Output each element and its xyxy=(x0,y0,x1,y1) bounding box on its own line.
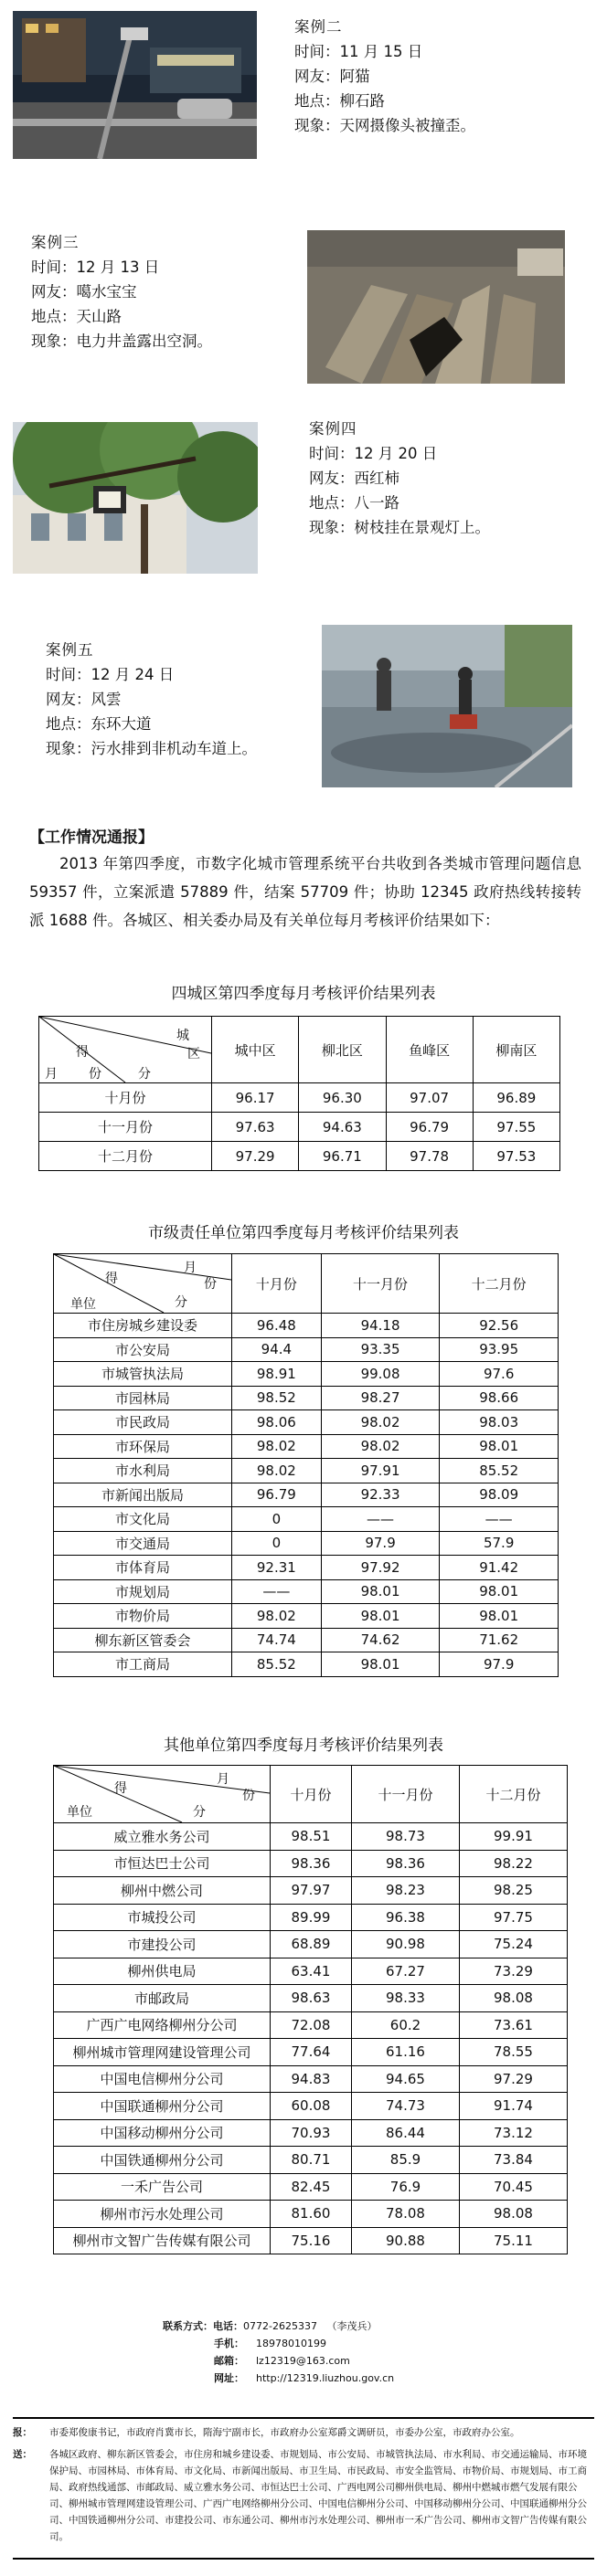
case-issue: 电力井盖露出空洞。 xyxy=(76,333,212,350)
cell-value: 98.36 xyxy=(271,1850,352,1877)
place-label: 地点： xyxy=(309,494,355,512)
table-row xyxy=(54,2147,568,2174)
row-label: 十二月份 xyxy=(39,1142,212,1171)
cell-value: 97.29 xyxy=(459,2065,567,2093)
cell-value: 92.31 xyxy=(232,1556,322,1580)
cell-value: 97.55 xyxy=(473,1113,559,1142)
row-label: 市住房城乡建设委 xyxy=(54,1314,232,1338)
case-issue: 树枝挂在景观灯上。 xyxy=(354,519,490,536)
cell-value: 97.6 xyxy=(440,1362,559,1387)
cell-value: 93.95 xyxy=(440,1337,559,1362)
mobile-label: 手机： xyxy=(214,2338,244,2349)
case-time: 12 月 24 日 xyxy=(91,666,175,683)
cell-value: 98.51 xyxy=(271,1823,352,1851)
user-label: 网友： xyxy=(294,68,340,85)
cell-value: 96.79 xyxy=(232,1483,322,1507)
row-label: 市公安局 xyxy=(54,1337,232,1362)
cell-value: 98.01 xyxy=(440,1434,559,1459)
col-header: 十二月份 xyxy=(440,1254,559,1314)
issue-label: 现象： xyxy=(309,519,355,536)
cell-value: 78.55 xyxy=(459,2039,567,2066)
cell-value: 97.29 xyxy=(212,1142,299,1171)
cell-value: 85.52 xyxy=(440,1459,559,1483)
row-label: 中国联通柳州分公司 xyxy=(54,2093,271,2120)
cell-value: 92.33 xyxy=(321,1483,440,1507)
cell-value: 75.24 xyxy=(459,1931,567,1958)
table-row xyxy=(54,2011,568,2039)
case-place: 柳石路 xyxy=(339,92,385,110)
col-header: 柳南区 xyxy=(473,1017,559,1083)
table1-corner-cell xyxy=(39,1017,212,1083)
time-label: 时间： xyxy=(31,259,77,276)
cell-value: 94.83 xyxy=(271,2065,352,2093)
cell-value: 98.02 xyxy=(232,1459,322,1483)
case-user: 阿猫 xyxy=(339,68,370,85)
table-row xyxy=(39,1083,560,1113)
cell-value: 99.08 xyxy=(321,1362,440,1387)
case-title: 案例二 xyxy=(294,18,343,36)
footer-distribution xyxy=(13,2424,594,2545)
photo-sewage xyxy=(322,625,572,787)
table-row xyxy=(54,1985,568,2012)
table-row xyxy=(54,1314,559,1338)
row-label: 柳州市污水处理公司 xyxy=(54,2201,271,2228)
corner-text: 得 xyxy=(114,1781,127,1796)
cell-value: 73.29 xyxy=(459,1958,567,1985)
table-row xyxy=(54,2201,568,2228)
cell-value: 98.63 xyxy=(271,1985,352,2012)
table-city-units xyxy=(53,1253,559,1677)
table-row xyxy=(54,1337,559,1362)
corner-text: 分 xyxy=(138,1067,151,1082)
case-place: 东环大道 xyxy=(91,715,152,733)
cell-value: 81.60 xyxy=(271,2201,352,2228)
cell-value: 96.89 xyxy=(473,1083,559,1113)
col-header: 十一月份 xyxy=(351,1766,459,1823)
corner-text: 月 xyxy=(217,1772,229,1787)
table-row xyxy=(54,1579,559,1604)
cell-value: 57.9 xyxy=(440,1531,559,1556)
cell-value: 89.99 xyxy=(271,1904,352,1931)
corner-text: 份 xyxy=(89,1067,101,1082)
row-label: 柳州供电局 xyxy=(54,1958,271,1985)
cell-value: 98.27 xyxy=(321,1386,440,1410)
cell-value: 98.23 xyxy=(351,1877,459,1905)
cell-value: 90.98 xyxy=(351,1931,459,1958)
time-label: 时间： xyxy=(46,666,91,683)
cell-value: 71.62 xyxy=(440,1628,559,1652)
table2-corner-cell xyxy=(54,1254,232,1314)
row-label: 中国铁通柳州分公司 xyxy=(54,2147,271,2174)
corner-text: 得 xyxy=(76,1045,89,1060)
cell-value: 94.65 xyxy=(351,2065,459,2093)
cell-value: 98.52 xyxy=(232,1386,322,1410)
cell-value: 98.91 xyxy=(232,1362,322,1387)
user-label: 网友： xyxy=(31,283,77,301)
cell-value: 98.66 xyxy=(440,1386,559,1410)
table-row xyxy=(54,1531,559,1556)
cell-value: 97.97 xyxy=(271,1877,352,1905)
cell-value: 85.52 xyxy=(232,1652,322,1677)
phone-label: 电话： xyxy=(213,2320,243,2332)
cell-value: 98.01 xyxy=(440,1604,559,1629)
cell-value: 97.9 xyxy=(321,1531,440,1556)
send-to-label: 送： xyxy=(13,2449,32,2460)
col-header: 十月份 xyxy=(271,1766,352,1823)
corner-text: 单位 xyxy=(70,1297,96,1312)
cell-value: 74.74 xyxy=(232,1628,322,1652)
cell-value: 98.01 xyxy=(321,1604,440,1629)
mobile-number: 18978010199 xyxy=(256,2338,326,2349)
case-title: 案例五 xyxy=(46,641,94,659)
case-title: 案例三 xyxy=(31,234,80,251)
place-label: 地点： xyxy=(31,308,77,325)
table-row xyxy=(54,1931,568,1958)
cell-value: 97.53 xyxy=(473,1142,559,1171)
contact-label: 联系方式： xyxy=(163,2320,213,2332)
row-label: 市城投公司 xyxy=(54,1904,271,1931)
footer-rule-top xyxy=(13,2417,594,2419)
corner-text: 份 xyxy=(242,1789,255,1803)
table-row xyxy=(54,2227,568,2254)
corner-text: 分 xyxy=(175,1295,187,1310)
table1-caption: 四城区第四季度每月考核评价结果列表 xyxy=(171,985,436,1003)
case-user: 噶水宝宝 xyxy=(76,283,137,301)
cell-value: 96.17 xyxy=(212,1083,299,1113)
cell-value: 82.45 xyxy=(271,2173,352,2201)
report-to-text: 市委郑俊康书记，市政府肖冀市长，隋海宁副市长，市政府办公室郑爵文调研员，市委办公室，市政府办公室。 xyxy=(49,2427,520,2438)
cell-value: 70.93 xyxy=(271,2119,352,2147)
table-row xyxy=(54,1823,568,1851)
cell-value: 98.01 xyxy=(440,1579,559,1604)
place-label: 地点： xyxy=(46,715,91,733)
row-label: 市城管执法局 xyxy=(54,1362,232,1387)
row-label: 柳州市文智广告传媒有限公司 xyxy=(54,2227,271,2254)
case-4 xyxy=(309,417,490,540)
cell-value: 94.18 xyxy=(321,1314,440,1338)
cell-value: 75.11 xyxy=(459,2227,567,2254)
col-header: 鱼峰区 xyxy=(386,1017,473,1083)
cell-value: 78.08 xyxy=(351,2201,459,2228)
table-row xyxy=(54,1386,559,1410)
photo-tree-lamp xyxy=(13,422,258,574)
row-label: 广西广电网络柳州分公司 xyxy=(54,2011,271,2039)
row-label: 威立雅水务公司 xyxy=(54,1823,271,1851)
row-label: 市邮政局 xyxy=(54,1985,271,2012)
contact-block xyxy=(163,2317,394,2387)
cell-value: —— xyxy=(440,1507,559,1532)
web-label: 网址： xyxy=(214,2372,244,2384)
row-label: 市规划局 xyxy=(54,1579,232,1604)
cell-value: 98.01 xyxy=(321,1579,440,1604)
table-row xyxy=(54,2039,568,2066)
col-header: 十二月份 xyxy=(459,1766,567,1823)
table-row xyxy=(54,1362,559,1387)
cell-value: 98.06 xyxy=(232,1410,322,1435)
case-issue: 污水排到非机动车道上。 xyxy=(91,740,257,757)
case-time: 12 月 20 日 xyxy=(354,445,438,462)
cell-value: 0 xyxy=(232,1507,322,1532)
cell-value: 97.9 xyxy=(440,1652,559,1677)
corner-text: 区 xyxy=(187,1047,200,1061)
cell-value: 98.33 xyxy=(351,1985,459,2012)
phone-number: 0772-2625337 xyxy=(243,2320,317,2332)
row-label: 市体育局 xyxy=(54,1556,232,1580)
row-label: 中国移动柳州分公司 xyxy=(54,2119,271,2147)
cell-value: 94.4 xyxy=(232,1337,322,1362)
corner-text: 份 xyxy=(204,1277,217,1292)
table-row xyxy=(54,1483,559,1507)
cell-value: 93.35 xyxy=(321,1337,440,1362)
row-label: 市工商局 xyxy=(54,1652,232,1677)
row-label: 市水利局 xyxy=(54,1459,232,1483)
case-place: 天山路 xyxy=(76,308,122,325)
send-to-text: 各城区政府、柳东新区管委会，市住房和城乡建设委、市规划局、市公安局、市城管执法局、市水利局、市交通运输局、市环境保护局、市园林局、市体育局、市文化局、市新闻出版局、市卫生局、市民政局、市安全监管局、市物价局、市规划局、市工商局、政府热线通部、市邮政局、威立雅水务公司、市恒达巴士公司、广西电网公司柳州供电局、柳州中燃城市燃气发展有限公司、柳州城市管理网建设管理公司、广西广电网络柳州分公司、中国电信柳州分公司、中国移动柳州分公司、中国联通柳州分公司、中国铁通柳州分公司、市建投公司、市东通公司、柳州市污水处理公司、柳州市一禾广告公司、柳州市文智广告传媒有限公司。 xyxy=(49,2449,587,2542)
report-to-label: 报： xyxy=(13,2427,32,2438)
case-title: 案例四 xyxy=(309,420,357,438)
cell-value: 96.38 xyxy=(351,1904,459,1931)
table-row xyxy=(54,1652,559,1677)
corner-text: 城 xyxy=(176,1029,189,1043)
case-5 xyxy=(46,638,257,761)
table-row xyxy=(54,1556,559,1580)
cell-value: 92.56 xyxy=(440,1314,559,1338)
cell-value: 63.41 xyxy=(271,1958,352,1985)
table-row xyxy=(54,1850,568,1877)
cell-value: 97.92 xyxy=(321,1556,440,1580)
table-row xyxy=(54,1459,559,1483)
cell-value: 98.73 xyxy=(351,1823,459,1851)
cell-value: 91.42 xyxy=(440,1556,559,1580)
table-row xyxy=(54,1958,568,1985)
corner-text: 月 xyxy=(184,1261,197,1275)
case-3 xyxy=(31,230,212,354)
time-label: 时间： xyxy=(294,43,340,60)
cell-value: 96.48 xyxy=(232,1314,322,1338)
table-row xyxy=(54,1904,568,1931)
cell-value: 97.91 xyxy=(321,1459,440,1483)
cell-value: 96.71 xyxy=(299,1142,386,1171)
cell-value: 98.02 xyxy=(321,1434,440,1459)
row-label: 柳州中燃公司 xyxy=(54,1877,271,1905)
cell-value: 96.79 xyxy=(386,1113,473,1142)
cell-value: 98.02 xyxy=(321,1410,440,1435)
case-2 xyxy=(294,15,475,138)
cell-value: 98.02 xyxy=(232,1434,322,1459)
footer-rule-bottom xyxy=(13,2558,594,2560)
table-row xyxy=(54,2065,568,2093)
cell-value: 73.84 xyxy=(459,2147,567,2174)
issue-label: 现象： xyxy=(294,117,340,134)
table-row xyxy=(54,1604,559,1629)
cell-value: 60.2 xyxy=(351,2011,459,2039)
row-label: 市物价局 xyxy=(54,1604,232,1629)
case-place: 八一路 xyxy=(354,494,399,512)
col-header: 十月份 xyxy=(232,1254,322,1314)
table3-corner-cell xyxy=(54,1766,271,1823)
web-link[interactable]: http://12319.liuzhou.gov.cn xyxy=(256,2372,395,2384)
cell-value: 90.88 xyxy=(351,2227,459,2254)
col-header: 城中区 xyxy=(212,1017,299,1083)
cell-value: 73.12 xyxy=(459,2119,567,2147)
corner-text: 月 xyxy=(45,1067,58,1082)
cell-value: 98.08 xyxy=(459,1985,567,2012)
email-label: 邮箱： xyxy=(214,2355,244,2367)
cell-value: 91.74 xyxy=(459,2093,567,2120)
cell-value: 98.03 xyxy=(440,1410,559,1435)
cell-value: 97.75 xyxy=(459,1904,567,1931)
cell-value: 98.01 xyxy=(321,1652,440,1677)
row-label: 一禾广告公司 xyxy=(54,2173,271,2201)
cell-value: 61.16 xyxy=(351,2039,459,2066)
cell-value: 67.27 xyxy=(351,1958,459,1985)
cell-value: 86.44 xyxy=(351,2119,459,2147)
cell-value: 74.62 xyxy=(321,1628,440,1652)
email-link[interactable]: lz12319@163.com xyxy=(256,2355,350,2367)
cell-value: 98.09 xyxy=(440,1483,559,1507)
row-label: 市园林局 xyxy=(54,1386,232,1410)
row-label: 市民政局 xyxy=(54,1410,232,1435)
table-row xyxy=(54,1434,559,1459)
table2-caption: 市级责任单位第四季度每月考核评价结果列表 xyxy=(148,1224,459,1242)
cell-value: 98.22 xyxy=(459,1850,567,1877)
cell-value: 98.36 xyxy=(351,1850,459,1877)
time-label: 时间： xyxy=(309,445,355,462)
row-label: 市恒达巴士公司 xyxy=(54,1850,271,1877)
cell-value: 0 xyxy=(232,1531,322,1556)
row-label: 市交通局 xyxy=(54,1531,232,1556)
photo-camera-pole xyxy=(13,11,257,159)
table-row xyxy=(39,1142,560,1171)
row-label: 市文化局 xyxy=(54,1507,232,1532)
table-row xyxy=(54,1628,559,1652)
cell-value: —— xyxy=(321,1507,440,1532)
table-row xyxy=(54,2093,568,2120)
issue-label: 现象： xyxy=(31,333,77,350)
table-other-units xyxy=(53,1765,568,2254)
cell-value: 73.61 xyxy=(459,2011,567,2039)
row-label: 柳州城市管理网建设管理公司 xyxy=(54,2039,271,2066)
cell-value: 77.64 xyxy=(271,2039,352,2066)
table-row xyxy=(54,1507,559,1532)
corner-text: 分 xyxy=(193,1805,206,1820)
row-label: 十一月份 xyxy=(39,1113,212,1142)
report-paragraph: 2013 年第四季度，市数字化城市管理系统平台共收到各类城市管理问题信息 59357 件，立案派遣 57889 件，结案 57709 件；协助 12345 政府热线转接转派 1688 件。各城区、相关委办局及有关单位每月考核评价结果如下： xyxy=(29,855,581,929)
cell-value: 80.71 xyxy=(271,2147,352,2174)
cell-value: 68.89 xyxy=(271,1931,352,1958)
table-row xyxy=(54,2119,568,2147)
col-header: 柳北区 xyxy=(299,1017,386,1083)
cell-value: 97.78 xyxy=(386,1142,473,1171)
table-row xyxy=(54,1410,559,1435)
cell-value: 74.73 xyxy=(351,2093,459,2120)
table-row xyxy=(39,1113,560,1142)
cell-value: 75.16 xyxy=(271,2227,352,2254)
row-label: 市新闻出版局 xyxy=(54,1483,232,1507)
table-row xyxy=(54,1877,568,1905)
photo-manhole xyxy=(307,230,565,384)
case-user: 风雲 xyxy=(91,691,122,708)
cell-value: 97.07 xyxy=(386,1083,473,1113)
user-label: 网友： xyxy=(46,691,91,708)
cell-value: 76.9 xyxy=(351,2173,459,2201)
cell-value: 94.63 xyxy=(299,1113,386,1142)
row-label: 中国电信柳州分公司 xyxy=(54,2065,271,2093)
cell-value: 99.91 xyxy=(459,1823,567,1851)
case-time: 12 月 13 日 xyxy=(76,259,160,276)
row-label: 市环保局 xyxy=(54,1434,232,1459)
report-heading: 【工作情况通报】 xyxy=(29,829,154,847)
issue-label: 现象： xyxy=(46,740,91,757)
cell-value: 70.45 xyxy=(459,2173,567,2201)
cell-value: 98.25 xyxy=(459,1877,567,1905)
cell-value: 85.9 xyxy=(351,2147,459,2174)
cell-value: 60.08 xyxy=(271,2093,352,2120)
cell-value: 98.08 xyxy=(459,2201,567,2228)
cell-value: 72.08 xyxy=(271,2011,352,2039)
case-time: 11 月 15 日 xyxy=(339,43,423,60)
table-districts xyxy=(38,1016,560,1171)
case-issue: 天网摄像头被撞歪。 xyxy=(339,117,475,134)
place-label: 地点： xyxy=(294,92,340,110)
cell-value: 97.63 xyxy=(212,1113,299,1142)
user-label: 网友： xyxy=(309,470,355,487)
corner-text: 单位 xyxy=(67,1805,92,1820)
cell-value: 98.02 xyxy=(232,1604,322,1629)
case-user: 西红柿 xyxy=(354,470,399,487)
cell-value: 96.30 xyxy=(299,1083,386,1113)
table-row xyxy=(54,2173,568,2201)
cell-value: —— xyxy=(232,1579,322,1604)
row-label: 柳东新区管委会 xyxy=(54,1628,232,1652)
col-header: 十一月份 xyxy=(321,1254,440,1314)
corner-text: 得 xyxy=(105,1272,118,1286)
table3-caption: 其他单位第四季度每月考核评价结果列表 xyxy=(164,1737,443,1755)
contact-person: （李茂兵） xyxy=(326,2320,378,2332)
row-label: 市建投公司 xyxy=(54,1931,271,1958)
row-label: 十月份 xyxy=(39,1083,212,1113)
